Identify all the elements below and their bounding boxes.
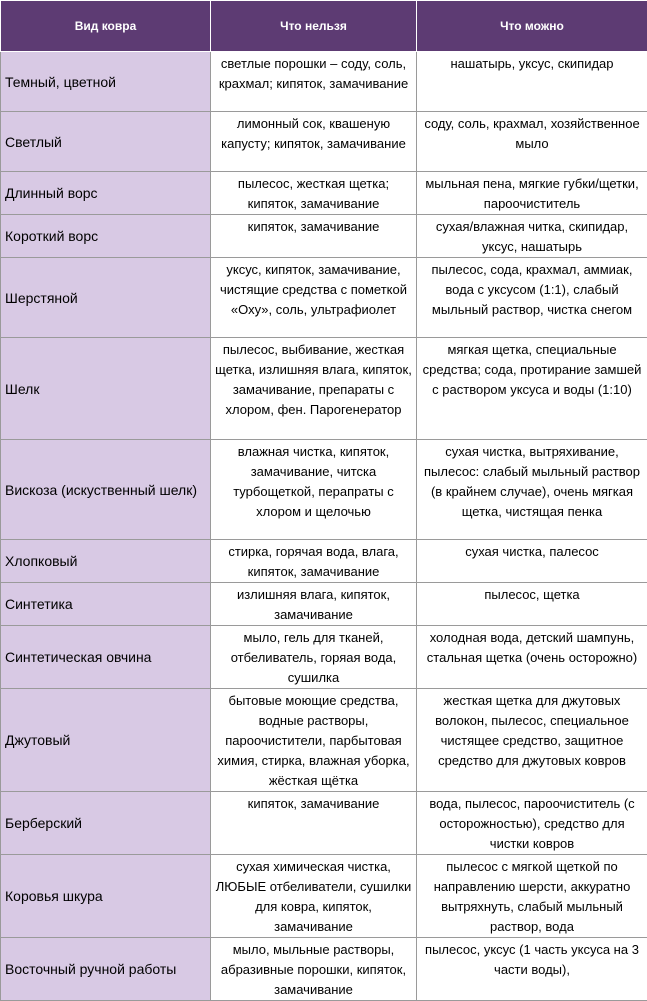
forbidden-cell: стирка, горячая вода, влага, кипяток, замачивание bbox=[211, 540, 417, 583]
carpet-type-cell: Синтетика bbox=[1, 583, 211, 626]
allowed-cell: сухая/влажная читка, скипидар, уксус, нашатырь bbox=[417, 215, 647, 258]
carpet-type-cell: Коровья шкура bbox=[1, 855, 211, 938]
forbidden-cell: мыло, гель для тканей, отбеливатель, горяая вода, сушилка bbox=[211, 626, 417, 689]
forbidden-cell: сухая химическая чистка, ЛЮБЫЕ отбеливатели, сушилки для ковра, кипяток, замачивание bbox=[211, 855, 417, 938]
forbidden-cell: пылесос, выбивание, жесткая щетка, излишняя влага, кипяток, замачивание, препараты с хлором, фен. Парогенератор bbox=[211, 338, 417, 440]
table-row bbox=[1, 689, 647, 792]
forbidden-cell: бытовые моющие средства, водные растворы, пароочистители, парбытовая химия, стирка, влажная уборка, жёсткая щётка bbox=[211, 689, 417, 792]
carpet-type-cell: Вискоза (искуственный шелк) bbox=[1, 440, 211, 540]
forbidden-cell: кипяток, замачивание bbox=[211, 215, 417, 258]
table-row bbox=[1, 792, 647, 855]
header-carpet-type: Вид ковра bbox=[1, 1, 211, 52]
carpet-type-cell: Шерстяной bbox=[1, 258, 211, 338]
table-body bbox=[1, 52, 647, 1001]
allowed-cell: нашатырь, уксус, скипидар bbox=[417, 52, 647, 112]
table-row bbox=[1, 855, 647, 938]
allowed-cell: холодная вода, детский шампунь, стальная щетка (очень осторожно) bbox=[417, 626, 647, 689]
table-row bbox=[1, 626, 647, 689]
allowed-cell: сухая чистка, вытряхивание, пылесос: слабый мыльный раствор (в крайнем случае), очень мягкая щетка, чистящая пенка bbox=[417, 440, 647, 540]
table-row bbox=[1, 52, 647, 112]
forbidden-cell: светлые порошки – соду, соль, крахмал; кипяток, замачивание bbox=[211, 52, 417, 112]
header-forbidden: Что нельзя bbox=[211, 1, 417, 52]
forbidden-cell: кипяток, замачивание bbox=[211, 792, 417, 855]
header-row bbox=[1, 1, 647, 52]
allowed-cell: пылесос, щетка bbox=[417, 583, 647, 626]
header-allowed: Что можно bbox=[417, 1, 647, 52]
carpet-type-cell: Длинный ворс bbox=[1, 172, 211, 215]
allowed-cell: пылесос, сода, крахмал, аммиак, вода с уксусом (1:1), слабый мыльный раствор, чистка снегом bbox=[417, 258, 647, 338]
carpet-type-cell: Шелк bbox=[1, 338, 211, 440]
carpet-type-cell: Короткий ворс bbox=[1, 215, 211, 258]
table-row bbox=[1, 440, 647, 540]
table-row bbox=[1, 938, 647, 1001]
forbidden-cell: влажная чистка, кипяток, замачивание, читска турбощеткой, перапраты с хлором и щелочью bbox=[211, 440, 417, 540]
allowed-cell: пылесос, уксус (1 часть уксуса на 3 части воды), bbox=[417, 938, 647, 1001]
carpet-type-cell: Светлый bbox=[1, 112, 211, 172]
allowed-cell: мыльная пена, мягкие губки/щетки, пароочиститель bbox=[417, 172, 647, 215]
allowed-cell: соду, соль, крахмал, хозяйственное мыло bbox=[417, 112, 647, 172]
carpet-type-cell: Синтетическая овчина bbox=[1, 626, 211, 689]
allowed-cell: сухая чистка, палесос bbox=[417, 540, 647, 583]
table-row bbox=[1, 112, 647, 172]
forbidden-cell: уксус, кипяток, замачивание, чистящие средства с пометкой «Оху», соль, ультрафиолет bbox=[211, 258, 417, 338]
table-row bbox=[1, 583, 647, 626]
forbidden-cell: излишняя влага, кипяток, замачивание bbox=[211, 583, 417, 626]
forbidden-cell: пылесос, жесткая щетка; кипяток, замачивание bbox=[211, 172, 417, 215]
allowed-cell: пылесос с мягкой щеткой по направлению шерсти, аккуратно вытряхнуть, слабый мыльный раствор, вода bbox=[417, 855, 647, 938]
allowed-cell: вода, пылесос, пароочиститель (с осторожностью), средство для чистки ковров bbox=[417, 792, 647, 855]
table-row bbox=[1, 338, 647, 440]
forbidden-cell: мыло, мыльные растворы, абразивные порошки, кипяток, замачивание bbox=[211, 938, 417, 1001]
carpet-type-cell: Берберский bbox=[1, 792, 211, 855]
carpet-type-cell: Темный, цветной bbox=[1, 52, 211, 112]
table-row bbox=[1, 215, 647, 258]
forbidden-cell: лимонный сок, квашеную капусту; кипяток, замачивание bbox=[211, 112, 417, 172]
carpet-type-cell: Восточный ручной работы bbox=[1, 938, 211, 1001]
allowed-cell: мягкая щетка, специальные средства; сода, протирание замшей с раствором уксуса и воды (1:10) bbox=[417, 338, 647, 440]
table-row bbox=[1, 540, 647, 583]
carpet-type-cell: Хлопковый bbox=[1, 540, 211, 583]
table-row bbox=[1, 258, 647, 338]
allowed-cell: жесткая щетка для джутовых волокон, пылесос, специальное чистящее средство, защитное средство для джутовых ковров bbox=[417, 689, 647, 792]
carpet-type-cell: Джутовый bbox=[1, 689, 211, 792]
table-row bbox=[1, 172, 647, 215]
